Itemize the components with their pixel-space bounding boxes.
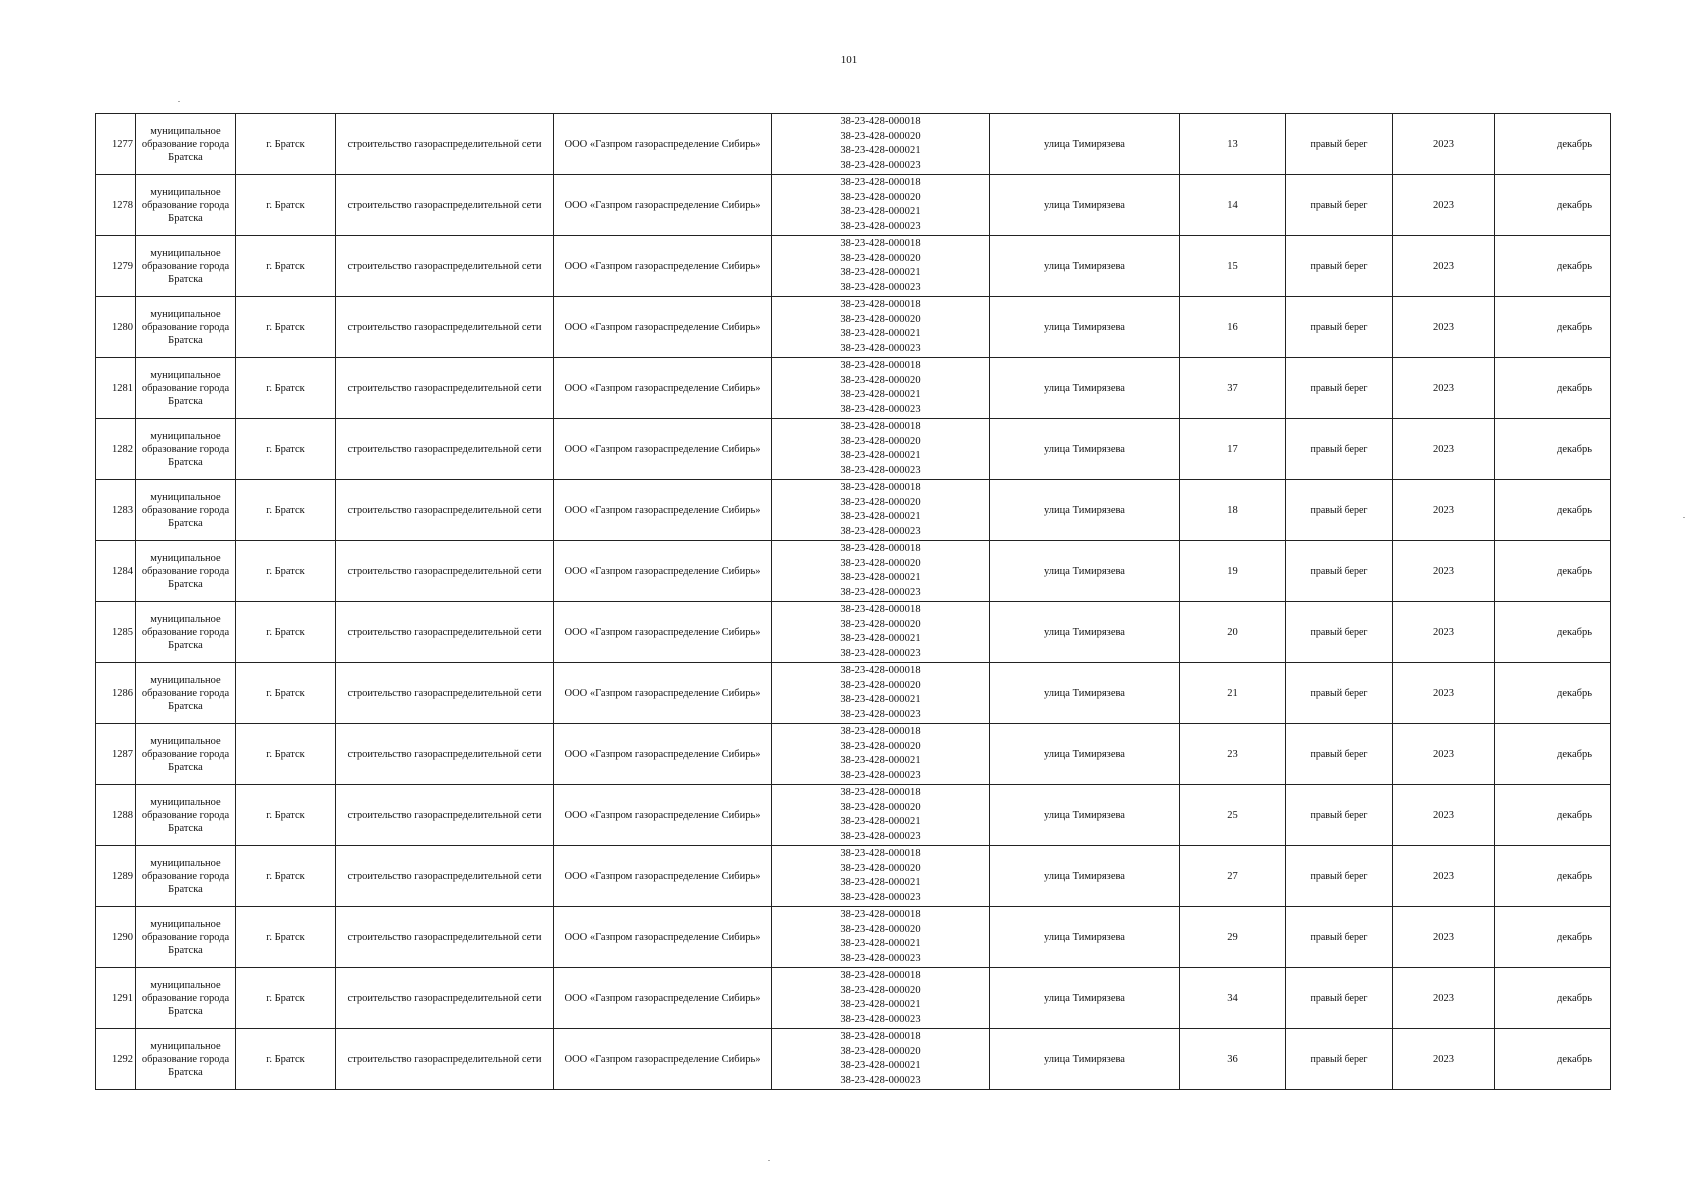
work-type-cell: строительство газораспределительной сети [336,907,554,968]
city-cell: г. Братск [236,480,336,541]
house-number-cell: 34 [1180,968,1286,1029]
work-type-cell: строительство газораспределительной сети [336,602,554,663]
street-cell: улица Тимирязева [990,297,1180,358]
cadastral-code: 38-23-428-000023 [840,159,921,171]
row-number: 1286 [96,663,136,724]
work-type-cell: строительство газораспределительной сети [336,846,554,907]
street-cell: улица Тимирязева [990,968,1180,1029]
street-cell: улица Тимирязева [990,1029,1180,1090]
river-bank-cell: правый берег [1286,297,1393,358]
work-type-cell: строительство газораспределительной сети [336,541,554,602]
cadastral-code: 38-23-428-000018 [840,482,921,493]
municipality-cell: муниципальное образование города Братска [136,846,236,907]
cadastral-code: 38-23-428-000020 [840,801,921,813]
municipality-cell: муниципальное образование города Братска [136,480,236,541]
table-row [96,602,1611,663]
cadastral-codes-cell [772,1029,990,1090]
cadastral-codes-cell [772,358,990,419]
organization-cell: ООО «Газпром газораспределение Сибирь» [554,175,772,236]
cadastral-code: 38-23-428-000018 [840,970,921,981]
city-cell: г. Братск [236,175,336,236]
street-cell: улица Тимирязева [990,480,1180,541]
organization-cell: ООО «Газпром газораспределение Сибирь» [554,724,772,785]
cadastral-code: 38-23-428-000018 [840,177,921,188]
month-cell: декабрь [1495,1029,1611,1090]
month-cell: декабрь [1495,297,1611,358]
house-number-cell: 27 [1180,846,1286,907]
street-cell: улица Тимирязева [990,785,1180,846]
cadastral-code: 38-23-428-000020 [840,374,921,386]
cadastral-codes-cell [772,541,990,602]
cadastral-codes-cell [772,846,990,907]
cadastral-codes-cell [772,663,990,724]
organization-cell: ООО «Газпром газораспределение Сибирь» [554,968,772,1029]
work-type-cell: строительство газораспределительной сети [336,419,554,480]
river-bank-cell: правый берег [1286,785,1393,846]
cadastral-code: 38-23-428-000021 [840,328,921,339]
house-number-cell: 15 [1180,236,1286,297]
work-type-cell: строительство газораспределительной сети [336,1029,554,1090]
year-cell: 2023 [1393,968,1495,1029]
year-cell: 2023 [1393,785,1495,846]
city-cell: г. Братск [236,785,336,846]
cadastral-codes-cell [772,297,990,358]
house-number-cell: 13 [1180,114,1286,175]
house-number-cell: 20 [1180,602,1286,663]
house-number-cell: 18 [1180,480,1286,541]
cadastral-code: 38-23-428-000021 [840,511,921,522]
house-number-cell: 21 [1180,663,1286,724]
work-type-cell: строительство газораспределительной сети [336,175,554,236]
row-number: 1283 [96,480,136,541]
house-number-cell: 23 [1180,724,1286,785]
work-type-cell: строительство газораспределительной сети [336,236,554,297]
cadastral-code: 38-23-428-000021 [840,755,921,766]
cadastral-code: 38-23-428-000020 [840,740,921,752]
cadastral-code: 38-23-428-000018 [840,848,921,859]
year-cell: 2023 [1393,419,1495,480]
cadastral-code: 38-23-428-000021 [840,816,921,827]
table-row [96,175,1611,236]
organization-cell: ООО «Газпром газораспределение Сибирь» [554,663,772,724]
cadastral-code: 38-23-428-000023 [840,708,921,720]
cadastral-code: 38-23-428-000018 [840,909,921,920]
municipality-cell: муниципальное образование города Братска [136,907,236,968]
organization-cell: ООО «Газпром газораспределение Сибирь» [554,541,772,602]
row-number: 1281 [96,358,136,419]
cadastral-code: 38-23-428-000018 [840,543,921,554]
gas-network-registry-table [95,113,1611,1090]
table-row [96,480,1611,541]
table-row [96,724,1611,785]
year-cell: 2023 [1393,480,1495,541]
table-row [96,1029,1611,1090]
municipality-cell: муниципальное образование города Братска [136,785,236,846]
river-bank-cell: правый берег [1286,114,1393,175]
house-number-cell: 19 [1180,541,1286,602]
organization-cell: ООО «Газпром газораспределение Сибирь» [554,358,772,419]
row-number: 1288 [96,785,136,846]
street-cell: улица Тимирязева [990,114,1180,175]
cadastral-code: 38-23-428-000020 [840,435,921,447]
cadastral-code: 38-23-428-000018 [840,665,921,676]
table-row [96,541,1611,602]
cadastral-code: 38-23-428-000018 [840,1031,921,1042]
river-bank-cell: правый берег [1286,724,1393,785]
table-row [96,663,1611,724]
table-row [96,907,1611,968]
work-type-cell: строительство газораспределительной сети [336,480,554,541]
cadastral-code: 38-23-428-000021 [840,450,921,461]
year-cell: 2023 [1393,1029,1495,1090]
registry-body [96,114,1611,1090]
city-cell: г. Братск [236,358,336,419]
organization-cell: ООО «Газпром газораспределение Сибирь» [554,419,772,480]
cadastral-code: 38-23-428-000020 [840,1045,921,1057]
river-bank-cell: правый берег [1286,358,1393,419]
month-cell: декабрь [1495,663,1611,724]
cadastral-code: 38-23-428-000018 [840,360,921,371]
month-cell: декабрь [1495,236,1611,297]
month-cell: декабрь [1495,907,1611,968]
city-cell: г. Братск [236,663,336,724]
work-type-cell: строительство газораспределительной сети [336,297,554,358]
river-bank-cell: правый берег [1286,419,1393,480]
month-cell: декабрь [1495,785,1611,846]
cadastral-code: 38-23-428-000021 [840,938,921,949]
work-type-cell: строительство газораспределительной сети [336,663,554,724]
cadastral-code: 38-23-428-000021 [840,145,921,156]
city-cell: г. Братск [236,236,336,297]
cadastral-code: 38-23-428-000023 [840,403,921,415]
month-cell: декабрь [1495,968,1611,1029]
row-number: 1282 [96,419,136,480]
municipality-cell: муниципальное образование города Братска [136,724,236,785]
organization-cell: ООО «Газпром газораспределение Сибирь» [554,1029,772,1090]
cadastral-code: 38-23-428-000020 [840,252,921,264]
street-cell: улица Тимирязева [990,846,1180,907]
work-type-cell: строительство газораспределительной сети [336,114,554,175]
month-cell: декабрь [1495,724,1611,785]
municipality-cell: муниципальное образование города Братска [136,358,236,419]
year-cell: 2023 [1393,175,1495,236]
river-bank-cell: правый берег [1286,602,1393,663]
cadastral-code: 38-23-428-000020 [840,618,921,630]
row-number: 1284 [96,541,136,602]
house-number-cell: 37 [1180,358,1286,419]
river-bank-cell: правый берег [1286,907,1393,968]
cadastral-code: 38-23-428-000020 [840,862,921,874]
cadastral-code: 38-23-428-000023 [840,586,921,598]
work-type-cell: строительство газораспределительной сети [336,968,554,1029]
river-bank-cell: правый берег [1286,175,1393,236]
table-row [96,785,1611,846]
municipality-cell: муниципальное образование города Братска [136,419,236,480]
organization-cell: ООО «Газпром газораспределение Сибирь» [554,297,772,358]
cadastral-code: 38-23-428-000020 [840,130,921,142]
municipality-cell: муниципальное образование города Братска [136,236,236,297]
street-cell: улица Тимирязева [990,602,1180,663]
municipality-cell: муниципальное образование города Братска [136,1029,236,1090]
cadastral-code: 38-23-428-000023 [840,342,921,354]
cadastral-codes-cell [772,480,990,541]
cadastral-code: 38-23-428-000023 [840,647,921,659]
row-number: 1292 [96,1029,136,1090]
cadastral-code: 38-23-428-000021 [840,267,921,278]
year-cell: 2023 [1393,541,1495,602]
work-type-cell: строительство газораспределительной сети [336,785,554,846]
organization-cell: ООО «Газпром газораспределение Сибирь» [554,785,772,846]
cadastral-code: 38-23-428-000023 [840,830,921,842]
year-cell: 2023 [1393,297,1495,358]
month-cell: декабрь [1495,114,1611,175]
cadastral-code: 38-23-428-000023 [840,525,921,537]
cadastral-code: 38-23-428-000018 [840,787,921,798]
house-number-cell: 25 [1180,785,1286,846]
street-cell: улица Тимирязева [990,907,1180,968]
cadastral-code: 38-23-428-000023 [840,891,921,903]
cadastral-code: 38-23-428-000020 [840,984,921,996]
cadastral-code: 38-23-428-000018 [840,604,921,615]
year-cell: 2023 [1393,114,1495,175]
year-cell: 2023 [1393,602,1495,663]
municipality-cell: муниципальное образование города Братска [136,175,236,236]
month-cell: декабрь [1495,602,1611,663]
organization-cell: ООО «Газпром газораспределение Сибирь» [554,236,772,297]
cadastral-codes-cell [772,785,990,846]
cadastral-code: 38-23-428-000020 [840,191,921,203]
organization-cell: ООО «Газпром газораспределение Сибирь» [554,846,772,907]
organization-cell: ООО «Газпром газораспределение Сибирь» [554,114,772,175]
row-number: 1277 [96,114,136,175]
street-cell: улица Тимирязева [990,541,1180,602]
cadastral-codes-cell [772,419,990,480]
cadastral-code: 38-23-428-000021 [840,389,921,400]
cadastral-code: 38-23-428-000021 [840,694,921,705]
row-number: 1290 [96,907,136,968]
table-row [96,419,1611,480]
street-cell: улица Тимирязева [990,175,1180,236]
city-cell: г. Братск [236,114,336,175]
city-cell: г. Братск [236,724,336,785]
table-row [96,846,1611,907]
row-number: 1289 [96,846,136,907]
row-number: 1279 [96,236,136,297]
scan-speck [768,1160,770,1161]
cadastral-code: 38-23-428-000023 [840,220,921,232]
cadastral-code: 38-23-428-000018 [840,116,921,127]
cadastral-code: 38-23-428-000023 [840,1074,921,1086]
organization-cell: ООО «Газпром газораспределение Сибирь» [554,907,772,968]
work-type-cell: строительство газораспределительной сети [336,358,554,419]
row-number: 1285 [96,602,136,663]
river-bank-cell: правый берег [1286,541,1393,602]
city-cell: г. Братск [236,907,336,968]
cadastral-code: 38-23-428-000021 [840,999,921,1010]
cadastral-code: 38-23-428-000020 [840,923,921,935]
street-cell: улица Тимирязева [990,419,1180,480]
month-cell: декабрь [1495,358,1611,419]
street-cell: улица Тимирязева [990,236,1180,297]
house-number-cell: 14 [1180,175,1286,236]
table-row [96,114,1611,175]
cadastral-codes-cell [772,724,990,785]
cadastral-code: 38-23-428-000020 [840,313,921,325]
row-number: 1278 [96,175,136,236]
city-cell: г. Братск [236,846,336,907]
table-row [96,297,1611,358]
cadastral-code: 38-23-428-000021 [840,206,921,217]
cadastral-code: 38-23-428-000023 [840,769,921,781]
month-cell: декабрь [1495,541,1611,602]
municipality-cell: муниципальное образование города Братска [136,541,236,602]
year-cell: 2023 [1393,846,1495,907]
year-cell: 2023 [1393,907,1495,968]
house-number-cell: 16 [1180,297,1286,358]
table-row [96,358,1611,419]
cadastral-code: 38-23-428-000021 [840,572,921,583]
cadastral-code: 38-23-428-000023 [840,464,921,476]
city-cell: г. Братск [236,297,336,358]
river-bank-cell: правый берег [1286,968,1393,1029]
work-type-cell: строительство газораспределительной сети [336,724,554,785]
house-number-cell: 17 [1180,419,1286,480]
cadastral-code: 38-23-428-000018 [840,238,921,249]
cadastral-code: 38-23-428-000020 [840,496,921,508]
table-row [96,236,1611,297]
cadastral-code: 38-23-428-000020 [840,679,921,691]
organization-cell: ООО «Газпром газораспределение Сибирь» [554,480,772,541]
month-cell: декабрь [1495,846,1611,907]
municipality-cell: муниципальное образование города Братска [136,968,236,1029]
cadastral-codes-cell [772,175,990,236]
month-cell: декабрь [1495,480,1611,541]
city-cell: г. Братск [236,968,336,1029]
municipality-cell: муниципальное образование города Братска [136,663,236,724]
municipality-cell: муниципальное образование города Братска [136,297,236,358]
scan-speck [1683,517,1685,518]
city-cell: г. Братск [236,541,336,602]
cadastral-code: 38-23-428-000018 [840,421,921,432]
house-number-cell: 36 [1180,1029,1286,1090]
municipality-cell: муниципальное образование города Братска [136,602,236,663]
city-cell: г. Братск [236,602,336,663]
year-cell: 2023 [1393,236,1495,297]
city-cell: г. Братск [236,419,336,480]
row-number: 1280 [96,297,136,358]
organization-cell: ООО «Газпром газораспределение Сибирь» [554,602,772,663]
row-number: 1291 [96,968,136,1029]
cadastral-codes-cell [772,114,990,175]
cadastral-code: 38-23-428-000021 [840,633,921,644]
year-cell: 2023 [1393,358,1495,419]
cadastral-code: 38-23-428-000023 [840,1013,921,1025]
cadastral-code: 38-23-428-000018 [840,726,921,737]
month-cell: декабрь [1495,419,1611,480]
cadastral-codes-cell [772,236,990,297]
cadastral-code: 38-23-428-000023 [840,952,921,964]
cadastral-code: 38-23-428-000021 [840,877,921,888]
year-cell: 2023 [1393,724,1495,785]
house-number-cell: 29 [1180,907,1286,968]
river-bank-cell: правый берег [1286,1029,1393,1090]
table-row [96,968,1611,1029]
cadastral-code: 38-23-428-000020 [840,557,921,569]
municipality-cell: муниципальное образование города Братска [136,114,236,175]
cadastral-codes-cell [772,907,990,968]
cadastral-codes-cell [772,602,990,663]
river-bank-cell: правый берег [1286,236,1393,297]
month-cell: декабрь [1495,175,1611,236]
street-cell: улица Тимирязева [990,663,1180,724]
cadastral-code: 38-23-428-000021 [840,1060,921,1071]
street-cell: улица Тимирязева [990,358,1180,419]
cadastral-code: 38-23-428-000023 [840,281,921,293]
street-cell: улица Тимирязева [990,724,1180,785]
river-bank-cell: правый берег [1286,480,1393,541]
river-bank-cell: правый берег [1286,846,1393,907]
page-number: 101 [840,54,858,66]
scan-speck [178,101,180,102]
city-cell: г. Братск [236,1029,336,1090]
cadastral-code: 38-23-428-000018 [840,299,921,310]
river-bank-cell: правый берег [1286,663,1393,724]
cadastral-codes-cell [772,968,990,1029]
year-cell: 2023 [1393,663,1495,724]
row-number: 1287 [96,724,136,785]
